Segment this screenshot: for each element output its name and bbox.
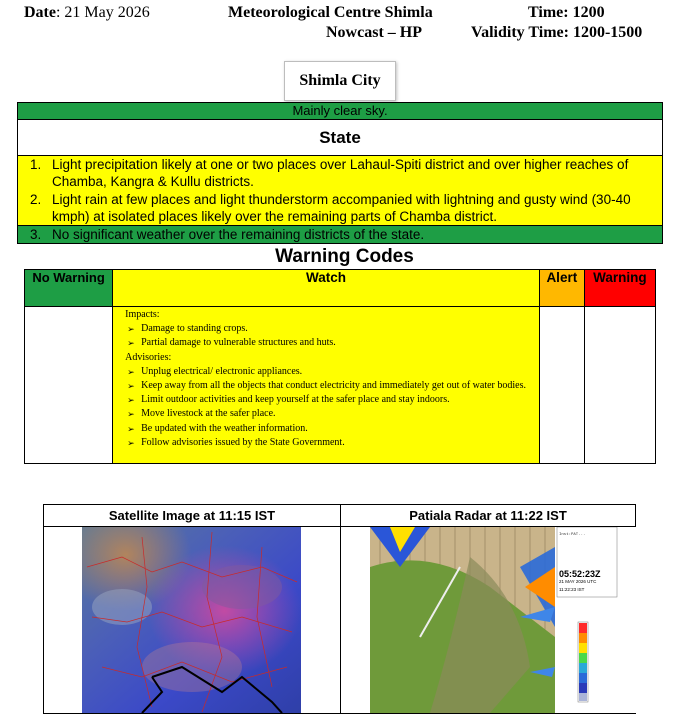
radar-title: Patiala Radar at 11:22 IST (341, 505, 635, 527)
issue-time: Time: 1200 (528, 4, 605, 21)
radar-image (370, 527, 640, 713)
watch-header: Watch (113, 270, 540, 307)
radar-ist: 11:22:23 IST (559, 587, 585, 592)
advisory-item: ➢ Move livestock at the safer place. (125, 407, 529, 421)
arrow-bullet-icon: ➢ (127, 409, 135, 420)
arrow-bullet-icon: ➢ (127, 395, 135, 406)
sky-condition: Mainly clear sky. (17, 102, 663, 120)
warning-cell (584, 307, 655, 464)
advisory-item: ➢ Unplug electrical/ electronic appliances. (125, 365, 529, 379)
svg-text:Inst:PAT...: Inst:PAT... (559, 533, 586, 537)
alert-header: Alert (539, 270, 584, 307)
state-heading: State (17, 120, 663, 156)
image-divider (340, 505, 341, 713)
satellite-title: Satellite Image at 11:15 IST (44, 505, 340, 527)
warning-codes-table (24, 269, 656, 464)
image-panel (43, 504, 636, 714)
date-line (24, 4, 150, 22)
arrow-bullet-icon: ➢ (127, 423, 135, 434)
watch-cell (113, 307, 540, 464)
state-item-text: No significant weather over the remaining districts of the state. (52, 227, 425, 242)
radar-time: 05:52:23Z (559, 569, 601, 579)
state-item-1 (30, 157, 642, 191)
satellite-image (82, 527, 301, 713)
arrow-bullet-icon: ➢ (127, 437, 135, 448)
no-warning-cell (25, 307, 113, 464)
advisory-item: ➢ Keep away from all the objects that conduct electricity and immediately get out of water bodies. (125, 379, 529, 393)
impact-item: ➢ Partial damage to vulnerable structures and huts. (125, 336, 529, 350)
date-value: : 21 May 2026 (55, 4, 150, 21)
arrow-bullet-icon: ➢ (127, 324, 135, 335)
advisories-label: Advisories: (125, 351, 172, 363)
alert-cell (539, 307, 584, 464)
validity-time: Validity Time: 1200-1500 (471, 24, 643, 41)
warning-codes-title: Warning Codes (275, 246, 414, 267)
state-item-number: 1. (30, 157, 42, 172)
state-item-number: 3. (30, 227, 42, 242)
warning-header: Warning (584, 270, 655, 307)
arrow-bullet-icon: ➢ (127, 381, 135, 392)
advisory-item: ➢ Follow advisories issued by the State Government. (125, 436, 529, 450)
city-name-box: Shimla City (284, 61, 396, 101)
no-warning-header: No Warning (25, 270, 113, 307)
date-label: Date (24, 4, 56, 21)
state-item-text: Light precipitation likely at one or two places over Lahaul-Spiti district and over higher reaches of Chamba, Kangra & Kullu districts. (52, 157, 629, 189)
state-item-text: Light rain at few places and light thunderstorm accompanied with lightning and gusty wind (30-40 kmph) at isolated places likely over the remaining parts of Chamba district. (52, 192, 631, 224)
impacts-label: Impacts: (125, 309, 160, 320)
arrow-bullet-icon: ➢ (127, 338, 135, 349)
nowcast-label: Nowcast – HP (326, 24, 422, 41)
state-item-2 (30, 192, 642, 226)
advisory-item: ➢ Be updated with the weather information. (125, 422, 529, 436)
arrow-bullet-icon: ➢ (127, 366, 135, 377)
state-item-number: 2. (30, 192, 42, 207)
state-item-3 (30, 227, 642, 244)
radar-date: 21 MAY 2026 UTC (559, 579, 597, 584)
impact-item: ➢ Damage to standing crops. (125, 322, 529, 336)
advisory-item: ➢ Limit outdoor activities and keep yourself at the safer place and stay indoors. (125, 393, 529, 407)
centre-name: Meteorological Centre Shimla (228, 4, 433, 21)
